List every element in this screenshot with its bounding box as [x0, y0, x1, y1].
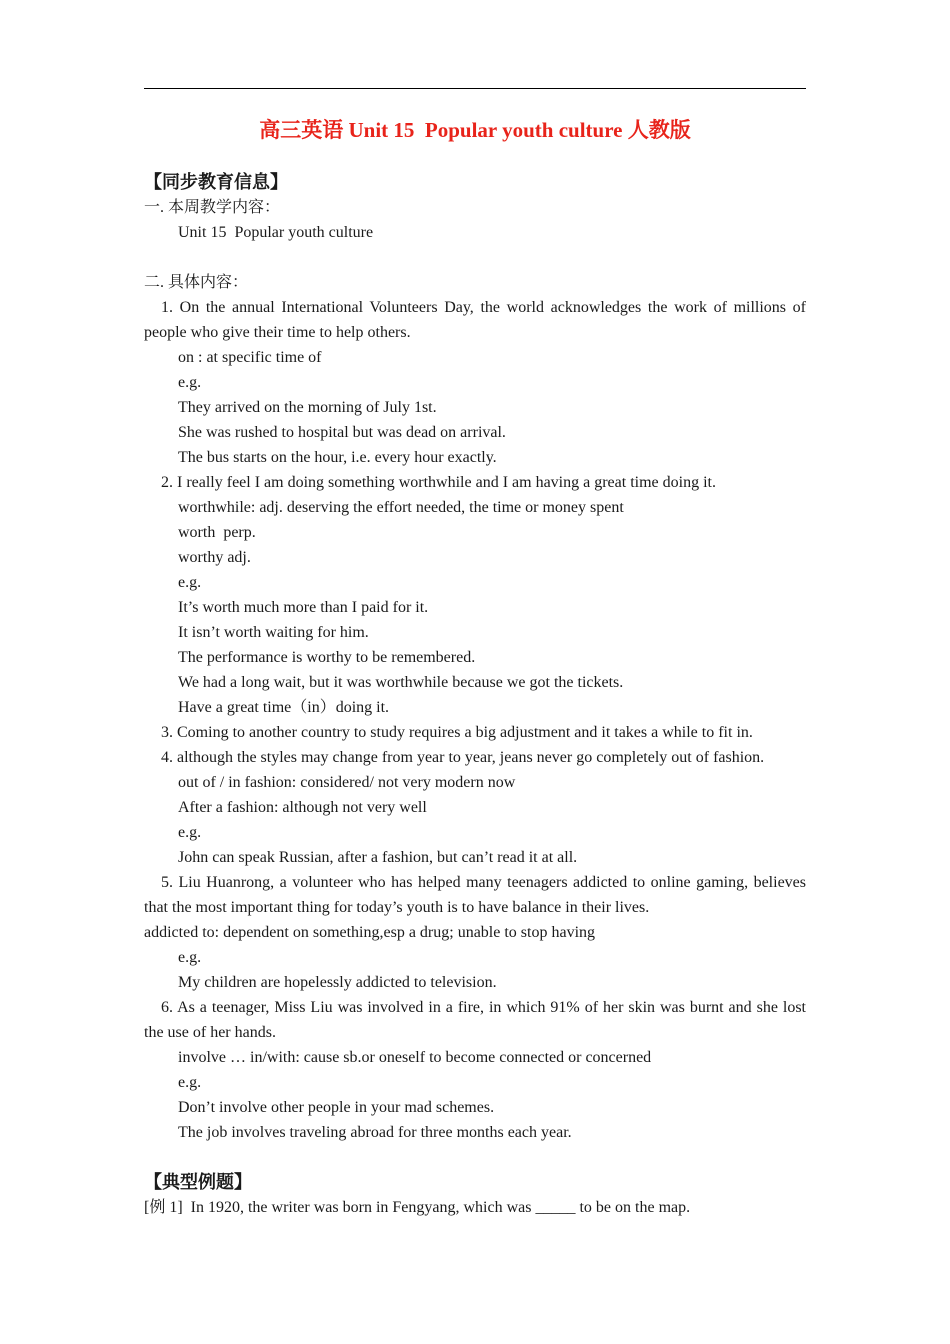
- spacer: [144, 245, 806, 270]
- item-2-example: It’s worth much more than I paid for it.: [178, 599, 429, 616]
- item-2-note: worthy adj.: [178, 549, 251, 566]
- item-5-eg: e.g.: [178, 949, 202, 966]
- item-1-example: She was rushed to hospital but was dead on arrival.: [178, 424, 506, 441]
- item-4-example: John can speak Russian, after a fashion, but can’t read it at all.: [178, 849, 578, 866]
- item-1-example: They arrived on the morning of July 1st.: [178, 399, 437, 416]
- item-4-note: After a fashion: although not very well: [178, 799, 427, 816]
- item-4-sentence: 4. although the styles may change from year to year, jeans never go completely out of fashion.: [161, 749, 765, 766]
- item-2-note: worth perp.: [178, 524, 256, 541]
- section-heading-examples: 【典型例题】: [144, 1172, 252, 1192]
- part1-unit: Unit 15 Popular youth culture: [178, 224, 374, 241]
- item-2-example: We had a long wait, but it was worthwhile because we got the tickets.: [178, 674, 624, 691]
- item-1-example: The bus starts on the hour, i.e. every hour exactly.: [178, 449, 497, 466]
- item-2-note: worthwhile: adj. deserving the effort needed, the time or money spent: [178, 499, 624, 516]
- spacer: [144, 1145, 806, 1170]
- item-4-note: out of / in fashion: considered/ not very modern now: [178, 774, 516, 791]
- item-6-example: The job involves traveling abroad for three months each year.: [178, 1124, 572, 1141]
- document-body: [144, 170, 806, 1220]
- item-2-sentence: 2. I really feel I am doing something worthwhile and I am having a great time doing it.: [161, 474, 716, 491]
- item-5-example: My children are hopelessly addicted to television.: [178, 974, 497, 991]
- item-2-example: It isn’t worth waiting for him.: [178, 624, 369, 641]
- example-1: [例 1] In 1920, the writer was born in Fengyang, which was _____ to be on the map.: [144, 1199, 691, 1216]
- item-4-eg: e.g.: [178, 824, 202, 841]
- item-5-note: addicted to: dependent on something,esp a drug; unable to stop having: [144, 924, 596, 941]
- item-6-example: Don’t involve other people in your mad schemes.: [178, 1099, 495, 1116]
- item-3-sentence: 3. Coming to another country to study requires a big adjustment and it takes a while to fit in.: [161, 724, 753, 741]
- item-5-sentence: 5. Liu Huanrong, a volunteer who has helped many teenagers addicted to online gaming, believes that the most important thing for today’s youth is to have balance in their lives.: [144, 874, 806, 916]
- part2-label: 二. 具体内容：: [144, 274, 249, 291]
- item-2-example: The performance is worthy to be remembered.: [178, 649, 476, 666]
- item-1-eg: e.g.: [178, 374, 202, 391]
- section-heading-sync-info: 【同步教育信息】: [144, 172, 288, 192]
- item-6-note: involve … in/with: cause sb.or oneself to become connected or concerned: [178, 1049, 652, 1066]
- item-1-sentence: 1. On the annual International Volunteers Day, the world acknowledges the work of millions of people who give their time to help others.: [144, 299, 806, 341]
- part1-label: 一. 本周教学内容：: [144, 199, 281, 216]
- header-rule: [144, 88, 806, 89]
- item-2-eg: e.g.: [178, 574, 202, 591]
- document-title: 高三英语 Unit 15 Popular youth culture 人教版: [259, 118, 691, 142]
- item-1-note: on : at specific time of: [178, 349, 322, 366]
- item-2-example: Have a great time（in）doing it.: [178, 699, 390, 716]
- item-6-sentence: 6. As a teenager, Miss Liu was involved in a fire, in which 91% of her skin was burnt and she lost the use of her hands.: [144, 999, 806, 1041]
- item-6-eg: e.g.: [178, 1074, 202, 1091]
